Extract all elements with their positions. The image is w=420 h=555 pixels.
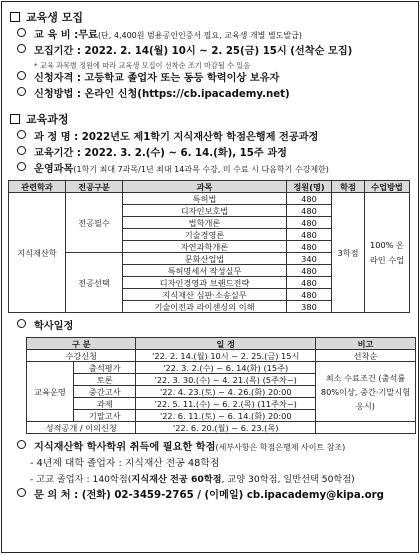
capacity-cell: 480 xyxy=(287,241,332,253)
apply-method-item: 신청방법 : 온라인 신청(https://cb.ipacademy.net) xyxy=(8,87,412,103)
square-bullet-icon xyxy=(10,114,20,124)
schedule-subcategory: 출석평가 xyxy=(74,362,136,374)
square-bullet-icon xyxy=(10,12,20,22)
subject-cell: 디자인경영과 브랜드전략 xyxy=(123,277,287,289)
schedule-subcategory: 과제 xyxy=(74,398,136,410)
schedule-subcategory: 중간고사 xyxy=(74,386,136,398)
col-header-remark: 비고 xyxy=(316,338,416,350)
schedule-date: '22. 6. 11.(토) ~ 6. 14.(화) 20:00 xyxy=(136,410,316,422)
schedule-subcategory: 기말고사 xyxy=(74,410,136,422)
schedule-category: 수강신청 xyxy=(27,350,136,362)
dept-cell: 지식재산학 xyxy=(9,193,66,313)
schedule-date: '22. 3. 2.(수) ~ 6. 14(화) (15주) xyxy=(136,362,316,374)
schedule-title: 학사일정 xyxy=(8,319,412,335)
schedule-date: '22. 4. 23.(토) ~ 4. 26.(화) 20:00 xyxy=(136,386,316,398)
circle-bullet-icon xyxy=(17,146,26,155)
subjects-table xyxy=(8,180,410,313)
schedule-date: '22. 3. 30.(수) ~ 4. 21.(목) (5주차~) xyxy=(136,374,316,386)
degree-requirement-item: 지식재산학 학사학위 취득에 필요한 학점 (세부사항은 학점은행제 사이트 참조) xyxy=(8,440,412,456)
subject-cell: 기술경영론 xyxy=(123,229,287,241)
schedule-date: '22. 2. 14.(월) 10시 ~ 2. 25.(금) 15시 xyxy=(136,350,316,362)
subject-cell: 자연과학개론 xyxy=(123,241,287,253)
capacity-cell: 480 xyxy=(287,217,332,229)
col-header-dept: 관련학과 xyxy=(9,181,66,193)
completion-note: 최소 수료조건 (출석률 80%이상, 중간·기말시험 응시) xyxy=(316,362,416,422)
course-period-item: 교육기간 : 2022. 3. 2.(수) ~ 6. 14.(화), 15주 과정 xyxy=(8,146,412,162)
circle-bullet-icon xyxy=(17,44,26,53)
capacity-cell: 480 xyxy=(287,193,332,205)
schedule-remark: 선착순 xyxy=(316,350,416,362)
col-header-schedule: 일 정 xyxy=(136,338,316,350)
subject-cell: 문화산업법 xyxy=(123,253,287,265)
qualification-item: 신청자격 : 고등학교 졸업자 또는 동등 학력이상 보유자 xyxy=(8,71,412,87)
capacity-cell: 480 xyxy=(287,205,332,217)
schedule-category: 성적공개 / 이의신청 xyxy=(27,422,136,434)
circle-bullet-icon xyxy=(17,440,26,449)
requirement-highschool: - 고교 졸업자 : 140학점(지식재산 전공 60학점, 교양 30학점, 일반선택 50학점) xyxy=(30,474,355,485)
group-elective: 전공선택 xyxy=(66,253,123,313)
subject-cell: 지식재산 심판·소송실무 xyxy=(123,289,287,301)
subject-cell: 디자인보호법 xyxy=(123,205,287,217)
circle-bullet-icon xyxy=(17,71,26,80)
subject-cell: 특허법 xyxy=(123,193,287,205)
schedule-date: '22. 5. 11.(수) ~ 6. 2.(목) (11주차~) xyxy=(136,398,316,410)
recruit-period-note: * 교육 과목별 정원에 따라 교육생 모집이 선착순 조기 마감될 수 있음 xyxy=(34,61,251,70)
col-header-category: 구 분 xyxy=(27,338,136,350)
section-recruit-title: 교육생 모집 xyxy=(8,9,412,25)
capacity-cell: 480 xyxy=(287,229,332,241)
schedule-table xyxy=(26,337,416,434)
subject-cell: 법학개론 xyxy=(123,217,287,229)
subjects-item: 운영과목 (1학기 최대 7과목/1년 최대 14과목 수강, 미 수료 시 다음학기 수강제한) xyxy=(8,162,412,178)
contact-item: 문 의 처 : (전화) 02-3459-2765 / (이메일) cb.ipacademy@kipa.org xyxy=(8,488,412,504)
circle-bullet-icon xyxy=(17,162,26,171)
fee-item: 교 육 비 : 무료 (단, 4,400원 범용공인인증서 필요, 교육생 개별 별도발급) xyxy=(8,28,412,44)
circle-bullet-icon xyxy=(17,87,26,96)
method-cell: 100% 온라인 수업 xyxy=(365,193,410,313)
subject-cell: 특허명세서 작성실무 xyxy=(123,265,287,277)
notice-page xyxy=(1,1,419,553)
col-header-credit: 학점 xyxy=(332,181,365,193)
circle-bullet-icon xyxy=(17,130,26,139)
capacity-cell: 480 xyxy=(287,277,332,289)
col-header-capacity: 정원(명) xyxy=(287,181,332,193)
requirement-university: - 4년제 대학 졸업자 : 지식재산 전공 48학점 xyxy=(30,458,220,469)
circle-bullet-icon xyxy=(17,319,26,328)
col-header-subject: 과목 xyxy=(123,181,287,193)
schedule-group: 교육운영 xyxy=(27,362,74,422)
group-required: 전공필수 xyxy=(66,193,123,253)
schedule-remark xyxy=(316,422,416,434)
credit-cell: 3학점 xyxy=(332,193,365,313)
schedule-date: '22. 6. 20.(월) ~ 6. 23.(목) xyxy=(136,422,316,434)
capacity-cell: 340 xyxy=(287,253,332,265)
subject-cell: 기술이전과 라이센싱의 이해 xyxy=(123,301,287,313)
capacity-cell: 480 xyxy=(287,289,332,301)
col-header-type: 전공구분 xyxy=(66,181,123,193)
circle-bullet-icon xyxy=(17,488,26,497)
col-header-method: 수업방법 xyxy=(365,181,410,193)
circle-bullet-icon xyxy=(17,28,26,37)
schedule-subcategory: 토론 xyxy=(74,374,136,386)
course-name-item: 과 정 명 : 2022년도 제1학기 지식재산학 학점은행제 전공과정 xyxy=(8,130,412,146)
recruit-period-item: 모집기간 : 2022. 2. 14(월) 10시 ~ 2. 25(금) 15시 (선착순 모집) xyxy=(8,44,412,60)
section-course-title: 교육과정 xyxy=(8,111,412,127)
capacity-cell: 380 xyxy=(287,301,332,313)
capacity-cell: 480 xyxy=(287,265,332,277)
